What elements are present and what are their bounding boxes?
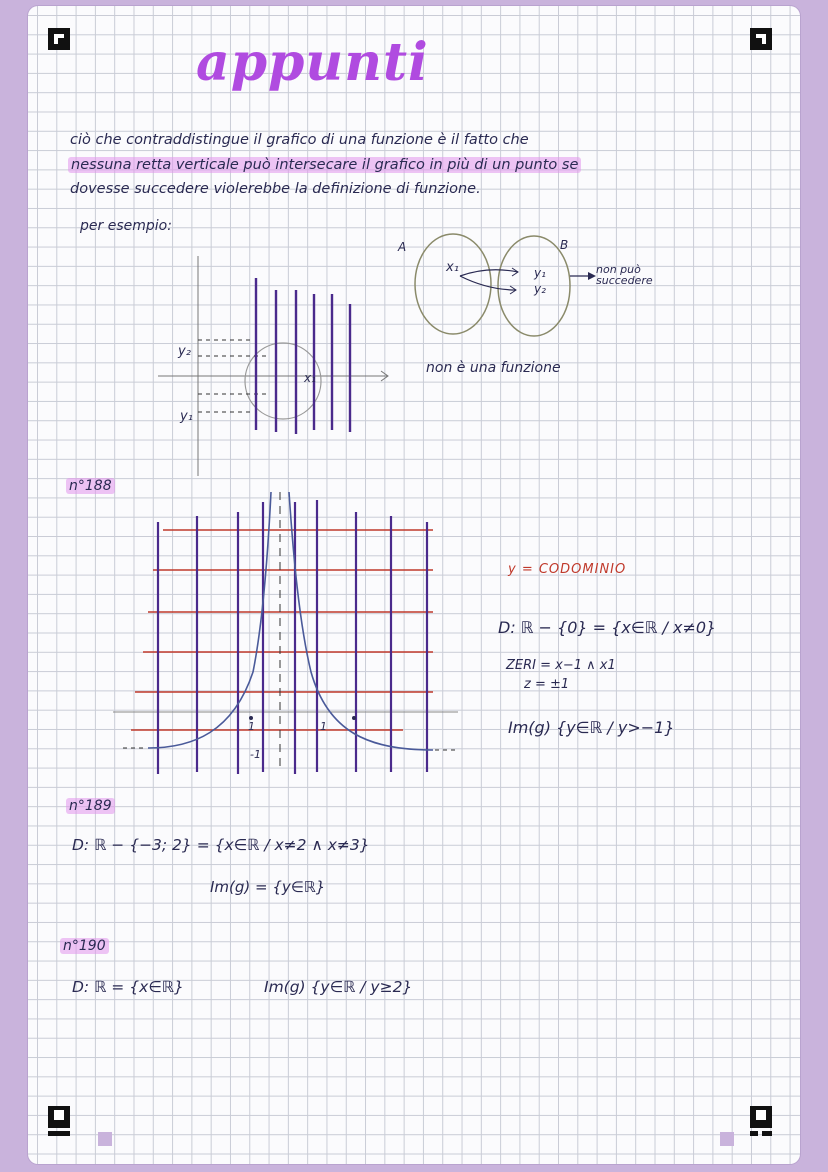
sets-note: non può succedere	[596, 263, 653, 287]
page-title: appunti	[196, 32, 429, 93]
ex190-image: Im(g) {y∈ℝ / y≥2}	[264, 978, 413, 996]
corner-marker-bottom-left	[48, 1106, 70, 1136]
notebook-page	[28, 6, 800, 1164]
intro-line-2: nessuna retta verticale può intersecare il grafico in più di un punto se	[68, 157, 581, 173]
ex190-label: n°190	[60, 938, 109, 954]
fig1-x1-label: x₁	[304, 371, 316, 385]
corner-marker-top-left	[48, 28, 70, 50]
corner-marker-top-right	[750, 28, 772, 50]
ex188-tick-neg: -1	[250, 748, 261, 761]
ex188-z: z = ±1	[524, 677, 570, 692]
ex189-label: n°189	[66, 798, 115, 814]
ex188-tick-pos: 1	[248, 720, 255, 733]
example-label: per esempio:	[80, 218, 172, 234]
set-b-label: B	[560, 238, 569, 252]
ex188-zeri: ZERI = x−1 ∧ x1	[506, 658, 616, 673]
ex189-domain: D: ℝ − {−3; 2} = {x∈ℝ / x≠2 ∧ x≠3}	[72, 836, 370, 854]
set-a-label: A	[398, 240, 407, 254]
ex188-graph	[113, 472, 468, 772]
page-tab-left	[98, 1132, 112, 1146]
intro-line-1: ciò che contraddistingue il grafico di una funzione è il fatto che	[70, 132, 529, 148]
set-b-y1: y₁	[534, 266, 546, 280]
set-a-x1: x₁	[446, 260, 459, 275]
fig1-y1-label: y₁	[180, 409, 193, 424]
circle-vertical-lines-figure	[148, 246, 408, 486]
ex188-tick-pos2: 1	[320, 720, 327, 733]
page-tab-right	[720, 1132, 734, 1146]
ex188-domain: D: ℝ − {0} = {x∈ℝ / x≠0}	[498, 618, 717, 637]
intro-line-3: dovesse succedere violerebbe la definizione di funzione.	[70, 181, 481, 197]
ex188-codomain: y = CODOMINIO	[508, 562, 627, 577]
set-b-y2: y₂	[534, 282, 546, 296]
ex189-image: Im(g) = {y∈ℝ}	[210, 878, 326, 896]
fig1-y2-label: y₂	[178, 344, 191, 359]
corner-marker-bottom-right	[750, 1106, 772, 1136]
ex188-image: Im(g) {y∈ℝ / y>−1}	[508, 718, 675, 737]
sets-caption: non è una funzione	[426, 360, 561, 376]
ex188-label: n°188	[66, 478, 115, 494]
ex190-domain: D: ℝ = {x∈ℝ}	[72, 978, 184, 996]
